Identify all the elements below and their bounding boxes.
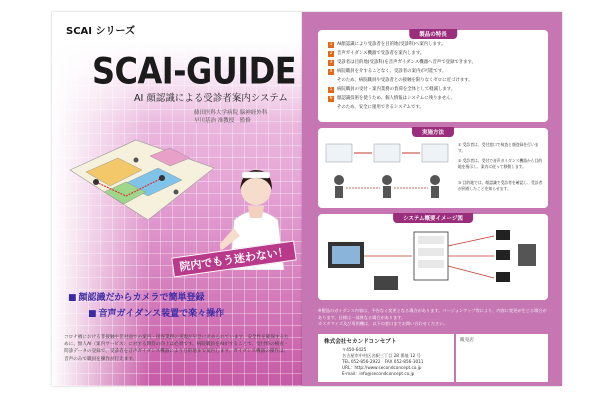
feature-face-recognition: ■ 顔認識だからカメラで簡単登録 <box>68 293 205 303</box>
company-phone: TEL 052-856-2922 FAX 052-856-3011 <box>342 359 424 364</box>
square-bullet-icon: ■ <box>68 293 77 303</box>
method-step-2: ② 受診者は、受付で音声ガイダンス機器から目的地を指示し、案内に従って移動します。 <box>458 158 543 169</box>
number-badge-icon: 4 <box>329 69 333 74</box>
brochure-front-page <box>52 12 302 386</box>
feature-item: そのため、安全に運用できるシステムです。 <box>337 105 424 110</box>
feature-item: 1 AI顔認識により受診者を目的地(受診科)へ案内します。 <box>329 42 446 47</box>
disclaimer: ※製品のガイダンス内容は、予告なく変更となる場合があります。バージョンアップ等により、内容に変更が生じる場合があります。仕様は一部異なる場合があります。 カスタマイズ及び専用機は、以下の窓口までお問い合わせください。 <box>318 308 547 326</box>
method-step-3: ③ 目的地では、顔認識で受診者を確認し、受診者が到着したことを知らせます。 <box>458 180 543 191</box>
system-overview-box <box>318 214 548 300</box>
dealer-box <box>456 334 548 382</box>
company-info <box>318 334 454 382</box>
company-name: 株式会社セカンドコンセプト <box>324 339 397 345</box>
company-postcode: 〒450-6425 <box>342 347 367 352</box>
product-logo: SCAI-GUIDE <box>92 49 297 93</box>
company-url[interactable]: URL：http://www.secondconcept.co.jp <box>342 365 422 370</box>
supervisor-name: 早川基治 准教授 監修 <box>194 118 251 124</box>
feature-item: 3 受診者は目的地(受診科)を音声ガイダンス機器へ音声で登録できます。 <box>329 60 476 65</box>
feature-item: 2 音声ガイダンス機器で受診者を案内します。 <box>329 51 425 56</box>
supervisor-affiliation: 藤田医科大学病院 脳神経外科 <box>194 110 268 116</box>
system-diagram <box>324 226 542 296</box>
dealer-label: 販売店 <box>460 338 474 343</box>
method-title: 実施方法 <box>412 127 454 137</box>
intro-paragraph: コロナ禍における非接触や非対面での案内・接客業務の実現が早急に求められています。安全性を確保するために、無人AI（案内サービス）に対する期待の向上は必須です。病院職員をAIがすることで、受付時の検査・問診データの登録で、受診者を音声ガイダンス機器により目的地まで案内します。ガイダンス機器の操作は、音声のみで職員を操作が行えます。 <box>64 335 289 362</box>
system-overview-title: システム概要イメージ図 <box>393 213 473 223</box>
feature-item: そのため、病院職員や受診者との接触を限りなくゼロに近づけます。 <box>337 78 473 83</box>
number-badge-icon: 1 <box>329 42 333 47</box>
floor-map-illustration <box>66 130 218 230</box>
slogan-banner: 院内でもう迷わない！ <box>171 240 297 277</box>
method-box <box>318 128 548 208</box>
features-box <box>318 30 548 122</box>
feature-item: 5 病院職員の受付・案内業務の負荷を全体として軽減します。 <box>329 87 456 92</box>
company-email[interactable]: E-mail：info@secondconcept.co.jp <box>342 371 415 376</box>
company-address: 名古屋市中村区名駅三丁目 28 番地 12 号 <box>342 353 421 358</box>
feature-item: 6 顔認識技術を使うため、個人情報はシステムに残りません。 <box>329 96 456 101</box>
number-badge-icon: 3 <box>329 60 333 65</box>
features-title: 製品の特長 <box>409 29 457 39</box>
product-subtitle: AI 顔認識による受診者案内システム <box>134 93 288 104</box>
method-diagram <box>324 140 454 202</box>
feature-item: 4 病院職員を介することなく、受診者の案内が可能です。 <box>329 69 447 74</box>
feature-voice-guidance: ■ 音声ガイダンス装置で楽々操作 <box>88 309 225 319</box>
number-badge-icon: 6 <box>329 96 333 101</box>
series-label: SCAI シリーズ <box>66 26 135 37</box>
square-bullet-icon: ■ <box>88 309 97 319</box>
number-badge-icon: 5 <box>329 87 333 92</box>
method-step-1: ① 受診者は、受付窓口で検査と顔登録を行います。 <box>458 142 539 153</box>
brochure-back-page <box>302 12 562 386</box>
number-badge-icon: 2 <box>329 51 333 56</box>
